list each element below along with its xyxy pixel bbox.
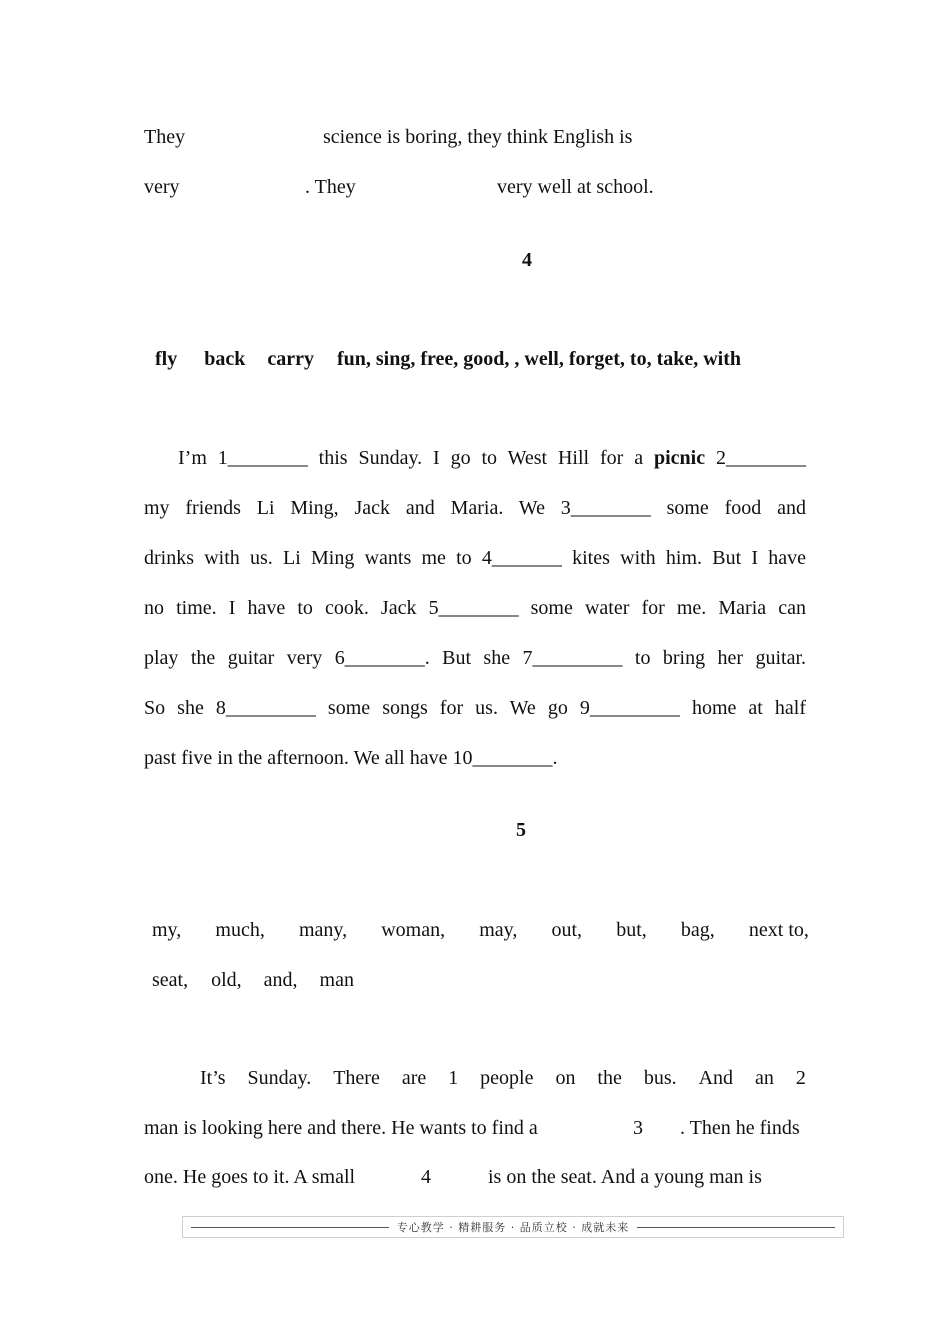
word-bank-item: may, (479, 919, 518, 941)
passage-text: . Then he finds (680, 1117, 800, 1139)
passage-line (200, 1066, 806, 1090)
word-bank-item: and, (263, 969, 298, 991)
passage-word: the (597, 1067, 622, 1089)
word-bank-item: fun, sing, free, good, , well, forget, to, take, with (336, 348, 742, 370)
blank-number: 4 (421, 1166, 431, 1188)
passage-word: It’s (200, 1067, 226, 1089)
passage-line: play the guitar very 6________. But she 7_________ to bring her guitar. (144, 647, 806, 669)
word-bank-item: old, (211, 969, 242, 991)
passage-word: people (480, 1067, 534, 1089)
word-bank-item: back (204, 348, 246, 370)
sentence-fragment: science is boring, they think English is (323, 126, 633, 148)
word-bank-item: much, (215, 919, 265, 941)
sentence-fragment: very well at school. (497, 176, 654, 198)
blank-number: 2 (795, 1067, 806, 1089)
word-bank-item: carry (267, 348, 314, 370)
passage-word: And (698, 1067, 734, 1089)
blank-2: 2________ (716, 447, 807, 469)
word-bank (155, 347, 741, 371)
passage-bold-word: picnic (653, 447, 706, 469)
passage-line: So she 8_________ some songs for us. We go 9_________ home at half (144, 697, 806, 719)
sentence-fragment: They (144, 126, 186, 148)
passage-word: are (401, 1067, 427, 1089)
word-bank-item: out, (551, 919, 583, 941)
passage-line: past five in the afternoon. We all have 10________. (144, 747, 558, 769)
word-bank-item: man (319, 969, 354, 991)
word-bank-item: fly (155, 348, 178, 370)
passage-word: There (333, 1067, 380, 1089)
word-bank-row (152, 918, 809, 942)
word-bank-item: next to, (748, 919, 809, 941)
word-bank-item: seat, (152, 969, 189, 991)
passage-word: Sunday. (247, 1067, 312, 1089)
passage-line: my friends Li Ming, Jack and Maria. We 3________ some food and (144, 497, 806, 519)
blank-number: 1 (448, 1067, 459, 1089)
passage-text: is on the seat. And a young man is (488, 1166, 762, 1188)
footer-rule-left (191, 1227, 389, 1228)
passage-text: man is looking here and there. He wants to find a (144, 1117, 538, 1139)
page-footer (182, 1216, 844, 1238)
blank-number: 3 (633, 1117, 643, 1139)
section-number: 4 (522, 249, 532, 271)
word-bank-row (152, 968, 354, 992)
sentence-fragment: very (144, 176, 180, 198)
sentence-fragment: . They (305, 176, 356, 198)
word-bank-item: woman, (381, 919, 446, 941)
passage-line (178, 446, 806, 470)
passage-line: no time. I have to cook. Jack 5________ some water for me. Maria can (144, 597, 806, 619)
word-bank-item: my, (152, 919, 182, 941)
passage-word: an (755, 1067, 774, 1089)
passage-text: one. He goes to it. A small (144, 1166, 356, 1188)
word-bank-item: but, (616, 919, 647, 941)
word-bank-item: bag, (680, 919, 715, 941)
footer-slogan: 专心教学 · 精耕服务 · 品质立校 · 成就未来 (396, 1221, 630, 1234)
section-number: 5 (516, 819, 526, 841)
word-bank-item: many, (298, 919, 348, 941)
passage-word: on (555, 1067, 576, 1089)
passage-text: I’m 1________ this Sunday. I go to West Hill for a (178, 447, 644, 469)
footer-rule-right (637, 1227, 835, 1228)
passage-word: bus. (643, 1067, 677, 1089)
passage-line: drinks with us. Li Ming wants me to 4_______ kites with him. But I have (144, 547, 806, 569)
